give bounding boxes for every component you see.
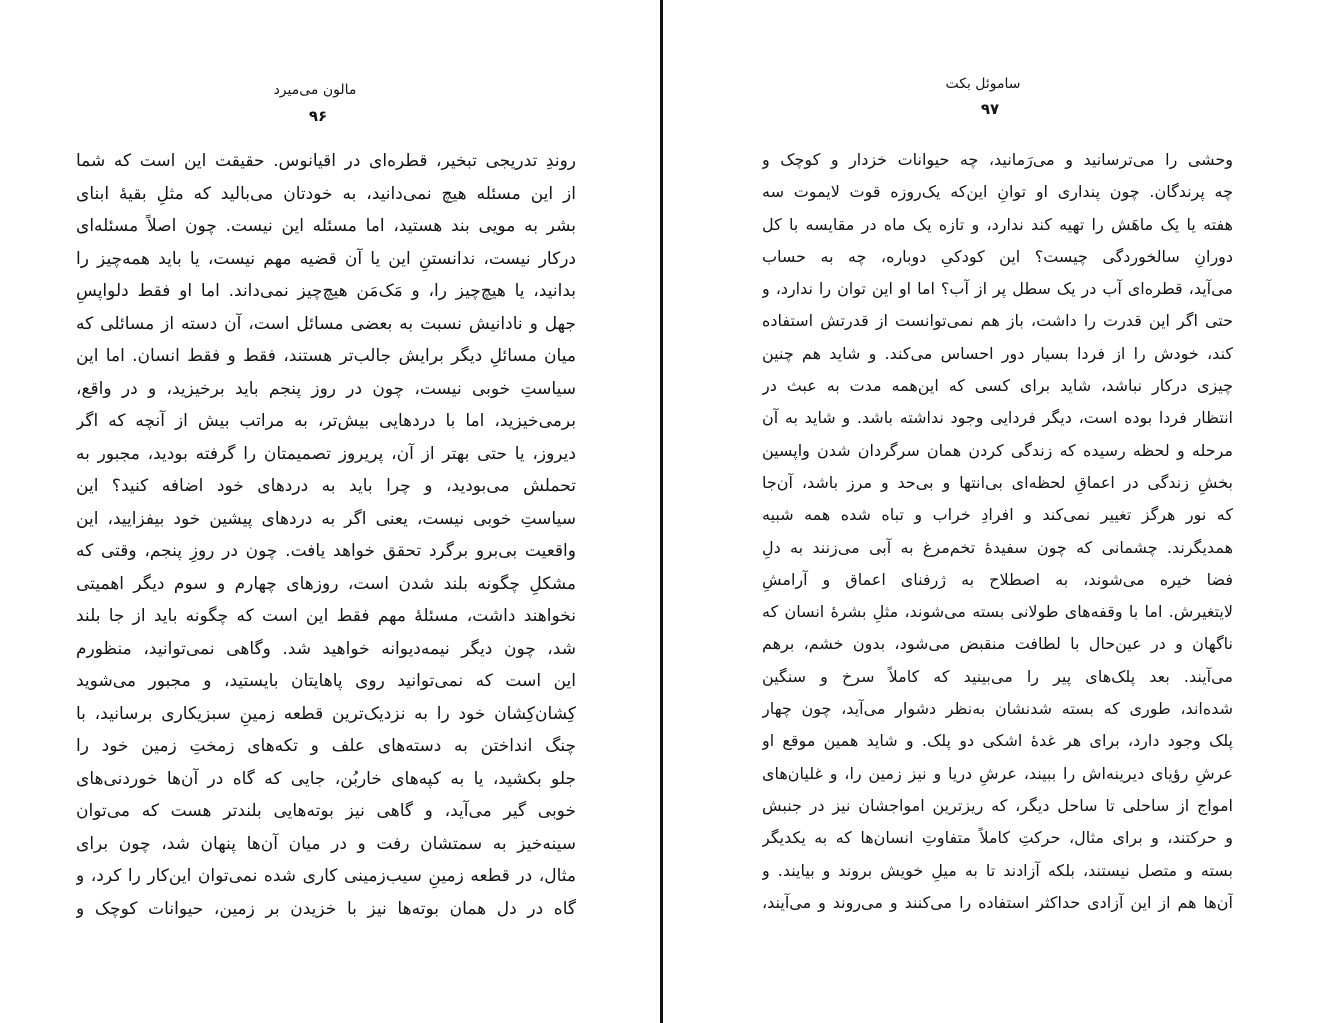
text-line: می‌آید، قطره‌ای آب در یک سطل پر از آب؟ اما او این توان را ندارد، و [762, 279, 1233, 299]
text-line: لایتغیرش. اما با وقفه‌های طولانی بسته می‌شوند، مثلِ بشرهٔ انسان که [762, 602, 1233, 622]
text-line: دیروز، یا حتی بهتر از آن، پریروز تصمیمتان را گرفته بودید، مجبور به [76, 443, 576, 464]
text-line: امواج از ساحلی تا ساحل دیگر، که ریزترین امواجشان نیز در جنبش [762, 795, 1233, 815]
text-line: بخشِ زندگی در اعماقِ لحظه‌ای بی‌انتها و بی‌حد و مرز باشد، آن‌جا [762, 472, 1233, 492]
text-line: چنگ انداختن به دسته‌های علف و تکه‌های زمختِ زمین خود را [76, 736, 576, 756]
text-line: از این مسئله هیچ نمی‌دانید، به خودتان می‌بالید که مثلِ بقیهٔ ابنای [76, 183, 576, 204]
text-line: همدیگرند. چشمانی که چون سفیدهٔ تخم‌مرغ به آبی می‌زنند به دلِ [762, 537, 1233, 557]
text-line: سیاستِ خوبی نیست، یعنی اگر به دردهای پیشین خود بیفزایید، این [76, 508, 576, 529]
text-line: سینه‌خیز به سمتشان رفت و در میان آن‌ها پنهان شد، چون برای [76, 833, 576, 854]
text-line: دورانِ سالخوردگی چیست؟ این کودکیِ دوباره، چه به حساب [762, 246, 1233, 266]
body-text [76, 145, 576, 925]
text-line: روندِ تدریجی تبخیر، قطره‌ای در اقیانوس. حقیقت این است که شما [76, 151, 576, 171]
text-line: می‌آیند. بعد پلک‌های پیر را می‌بینید که کاملاً سرخ و سنگین [762, 666, 1233, 686]
running-title: مالون می‌میرد [273, 82, 357, 98]
text-line: نخواهند داشت، مسئلهٔ مهم فقط این است که چگونه باید از جا بلند [76, 606, 576, 626]
text-line: میان مسائلِ دیگر برایش جالب‌تر هستند، فقط و فقط انسان. اما این [76, 346, 576, 366]
text-line: جهل و نادانیش نسبت به بعضی مسائل است، آن دسته از مسائلی که [76, 313, 576, 334]
text-line: کِشان‌کِشان خود را به نزدیک‌ترین قطعه زمینِ سبزیکاری برسانید، با [76, 703, 576, 724]
text-line: سیاستِ خوبی نیست، چون در روز پنجم باید برخیزید، و در واقع، [76, 378, 576, 399]
text-line: واقعیت بی‌برو برگرد تحقق خواهد یافت. چون در روزِ پنجم، وقتی که [76, 541, 576, 561]
page-number: ۹۶ [308, 107, 328, 125]
text-line: گاه در دل همان بوته‌ها نیز با خزیدن بر زمین، حیوانات کوچک و [76, 898, 576, 919]
text-line: و حرکتند، و برای مثال، حرکتِ کاملاً متفاوتِ انسان‌ها که به یکدیگر [762, 828, 1233, 848]
text-line: بدانید، یا هیچ‌چیز را، و مَک‌مَن هیچ‌چیز نمی‌داند. اما او فقط دلواپسِ [76, 281, 576, 301]
text-line: شده‌اند، طوری که بسته شدنشان به‌نظر دشوار می‌آید، چون چهار [762, 699, 1233, 719]
text-line: مشکلِ چگونه بلند شدن است، روزهای چهارم و سوم دیگر اهمیتی [76, 573, 576, 594]
text-line: مثال، در قطعه زمینِ سیب‌زمینی کاری شده نمی‌توان این‌کار را کرد، و [76, 866, 576, 886]
page-number: ۹۷ [980, 100, 1000, 118]
text-line: مرحله و لحظه رسیده که زندگی کردن همان سرگردان شدن واپسین [762, 440, 1233, 460]
text-line: این است که نمی‌توانید روی پاهایتان بایستید، و مجبور می‌شوید [76, 671, 576, 691]
running-title: ساموئل بکت [945, 76, 1021, 92]
text-line: چه پرندگان. چون پنداری او توانِ این‌که یک‌روزه قوت لایموت سه [762, 182, 1233, 202]
text-line: پلک وجود دارد، برای هر غدهٔ اشکی دو پلک. و شاید همین موقع او [762, 731, 1233, 751]
text-line: کند، خودش را از فردا بسیار دور احساس می‌کند. و شاید هم چنین [762, 343, 1233, 363]
text-line: شد، چون دیگر نیمه‌دیوانه خواهید شد. وگاهی نمی‌توانید، منظورم [76, 638, 576, 659]
text-line: انتظار فردا بوده است، دیگر فردایی وجود نداشته باشد. و شاید به آن [762, 408, 1233, 428]
text-line: آن‌ها هم از این آزادی حداکثر استفاده را می‌کنند و می‌روند و می‌آیند، [762, 892, 1233, 912]
text-line: جلو بکشید، یا به کپه‌های خاربُن، جایی که گاه در آن‌ها خوردنی‌های [76, 768, 576, 789]
book-spine-divider [660, 0, 663, 1023]
text-line: فضا خیره می‌شوند، به اصطلاح به ژرفنای اعماق و آرامشِ [762, 569, 1233, 589]
text-line: درکار نیست، ندانستنِ این یا آن قضیه مهم نیست، یا باید همه‌چیز را [76, 248, 576, 269]
text-line: بسته و متصل نیستند، بلکه آزادند تا به میلِ خویش بروند و بیایند. و [762, 860, 1233, 880]
body-text [762, 144, 1233, 919]
text-line: عرشِ رؤیای دیرینه‌اش را ببیند، عرشِ دریا و نیز زمین را، و غلیان‌های [762, 763, 1233, 783]
text-line: خوبی گیر می‌آید، و گاهی نیز بوته‌هایی بلندتر هست که می‌توان [76, 801, 576, 821]
text-line: تحملش می‌بودید، و چرا باید به دردهای خود اضافه کنید؟ این [76, 476, 576, 496]
text-line: برمی‌خیزید، اما با دردهایی بیش‌تر، به مراتب بیش از آنچه که اگر [76, 411, 576, 431]
text-line: بشر به مویی بند هستید، اما مسئله این نیست. چون اصلاً مسئله‌ای [76, 216, 576, 236]
text-line: حتی اگر این قدرت را داشت، باز هم نمی‌توانست از قدرتش استفاده [762, 311, 1233, 331]
text-line: وحشی را می‌ترسانید و می‌رَمانید، چه حیوانات خزدار و کوچک و [762, 150, 1233, 169]
text-line: چیزی درکار نباشد، شاید برای کسی که این‌همه مدت به عبث در [762, 376, 1233, 396]
text-line: هفته یا یک ماهَش را تهیه کند ندارد، و تازه یک ماه در مقایسه با کل [762, 214, 1233, 234]
left-page [0, 0, 660, 1023]
text-line: که نور هرگز تغییر نمی‌کند و افرادِ خراب و تباه شده همه شبیه [762, 505, 1233, 525]
text-line: ناگهان و در عین‌حال با لطافت منقبض می‌شود، بدون خشم، برهم [762, 634, 1233, 654]
right-page [665, 0, 1331, 1023]
